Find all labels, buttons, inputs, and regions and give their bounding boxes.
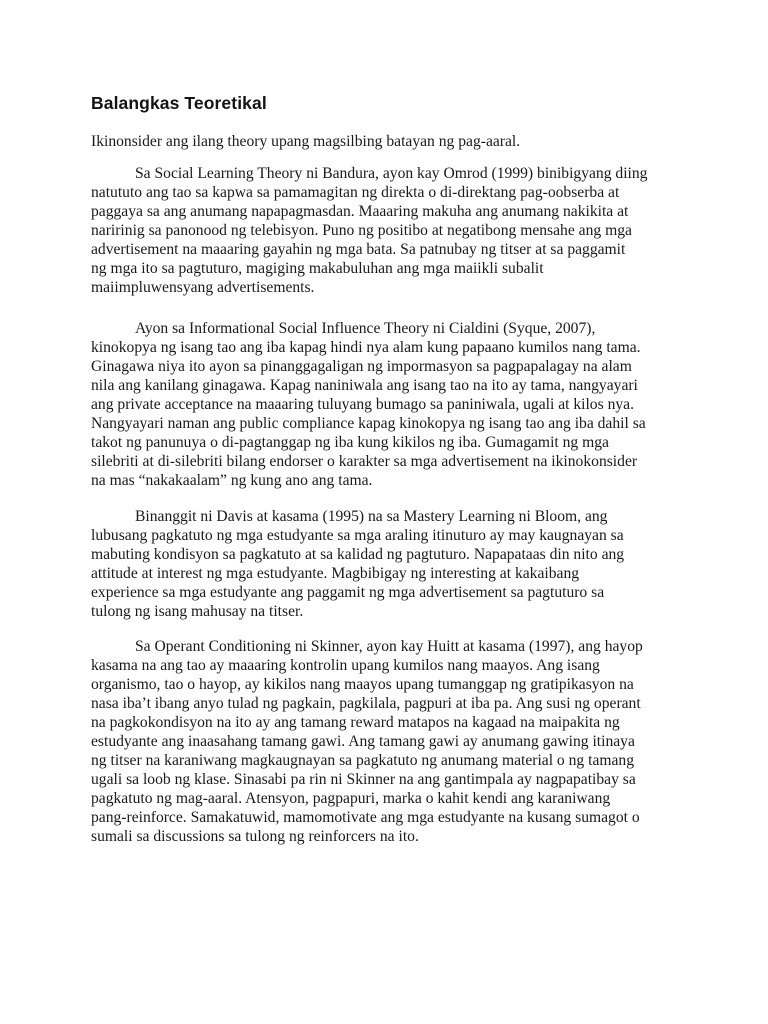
paragraph-line: naririnig sa panonood ng telebisyon. Puno ng positibo at negatibong mensahe ang mga bbox=[91, 222, 632, 239]
paragraph-line: Ayon sa Informational Social Influence Theory ni Cialdini (Syque, 2007), bbox=[135, 320, 596, 337]
paragraph-line: nasa iba’t ibang anyo tulad ng pagkain, pagkilala, pagpuri at iba pa. Ang susi ng operant bbox=[91, 695, 641, 712]
paragraph-line: estudyante ang inaasahang tamang gawi. Ang tamang gawi ay anumang gawing itinaya bbox=[91, 733, 635, 750]
paragraph-line: sumali sa discussions sa tulong ng reinforcers na ito. bbox=[91, 828, 419, 845]
paragraph-line: ng mga ito sa pagtuturo, magiging makabuluhan ang mga maiikli subalit bbox=[91, 260, 544, 277]
paragraph-social-learning bbox=[91, 164, 691, 297]
paragraph-line: lubusang pagkatuto ng mga estudyante sa mga araling itinuturo ay may kaugnayan sa bbox=[91, 527, 624, 544]
paragraph-line: ng titser na karaniwang magkaugnayan sa pagkatuto ng anumang material o ng tamang bbox=[91, 752, 635, 769]
paragraph-line: takot ng panunuya o di-pagtanggap ng iba kung kikilos ng iba. Gumagamit ng mga bbox=[91, 434, 609, 451]
paragraph-line: ugali sa loob ng klase. Sinasabi pa rin ni Skinner na ang gantimpala ay nagpapatibay sa bbox=[91, 771, 636, 788]
paragraph-line: tulong ng isang mahusay na titser. bbox=[91, 603, 304, 620]
paragraph-line: silebriti at di-silebriti bilang endorser o karakter sa mga advertisement na ikinokonsider bbox=[91, 453, 638, 470]
paragraph-line: kinokopya ng isang tao ang iba kapag hindi nya alam kung papaano kumilos nang tama. bbox=[91, 339, 641, 356]
paragraph-line: nila ang kanilang ginagawa. Kapag naniniwala ang isang tao na ito ay tama, nangyayari bbox=[91, 377, 638, 394]
paragraph-line: mabuting kondisyon sa pagkatuto at sa kalidad ng pagtuturo. Napapataas din nito ang bbox=[91, 546, 625, 563]
paragraph-line: paggaya sa ang anumang napapagmasdan. Maaaring makuha ang anumang nakikita at bbox=[91, 203, 629, 220]
paragraph-line: organismo, tao o hayop, ay kikilos nang maayos upang tumanggap ng gratipikasyon na bbox=[91, 676, 634, 693]
paragraph-line: maiimpluwensyang advertisements. bbox=[91, 279, 315, 296]
paragraph-operant-conditioning bbox=[91, 637, 691, 846]
paragraph-line: attitude at interest ng mga estudyante. Magbibigay ng interesting at kakaibang bbox=[91, 565, 580, 582]
paragraph-line: experience sa mga estudyante ang paggamit ng mga advertisement sa pagtuturo sa bbox=[91, 584, 605, 601]
intro-sentence: Ikinonsider ang ilang theory upang magsilbing batayan ng pag-aaral. bbox=[91, 133, 521, 150]
paragraph-line: kasama na ang tao ay maaaring kontrolin upang kumilos nang maayos. Ang isang bbox=[91, 657, 600, 674]
paragraph-line: Sa Social Learning Theory ni Bandura, ayon kay Omrod (1999) binibigyang diing bbox=[135, 165, 648, 182]
paragraph-line: Ginagawa niya ito ayon sa pinanggagaligan ng impormasyon sa pagpapalagay na alam bbox=[91, 358, 632, 375]
paragraph-mastery-learning bbox=[91, 507, 691, 621]
paragraph-line: Nangyayari naman ang public compliance kapag kinokopya ng isang tao ang iba dahil sa bbox=[91, 415, 646, 432]
paragraph-line: Binanggit ni Davis at kasama (1995) na sa Mastery Learning ni Bloom, ang bbox=[135, 508, 608, 525]
paragraph-line: natututo ang tao sa kapwa sa pamamagitan ng direkta o di-direktang pag-oobserba at bbox=[91, 184, 620, 201]
paragraph-line: na mas “nakakaalam” ng kung ano ang tama. bbox=[91, 472, 373, 489]
paragraph-line: ang private acceptance na maaaring tuluyang bumago sa paniniwala, ugali at kilos nya. bbox=[91, 396, 634, 413]
paragraph-informational-social-influence bbox=[91, 319, 691, 490]
paragraph-line: pagkatuto ng mag-aaral. Atensyon, pagpapuri, marka o kahit kendi ang karaniwang bbox=[91, 790, 611, 807]
paragraph-line: advertisement na maaaring gayahin ng mga bata. Sa patnubay ng titser at sa paggamit bbox=[91, 241, 626, 258]
paragraph-line: na pagkokondisyon na ito ay ang tamang reward matapos na kagaad na maipakita ng bbox=[91, 714, 620, 731]
document-heading: Balangkas Teoretikal bbox=[91, 93, 267, 113]
paragraph-line: pang-reinforce. Samakatuwid, mamomotivate ang mga estudyante na kusang sumagot o bbox=[91, 809, 640, 826]
paragraph-line: Sa Operant Conditioning ni Skinner, ayon kay Huitt at kasama (1997), ang hayop bbox=[135, 638, 643, 655]
